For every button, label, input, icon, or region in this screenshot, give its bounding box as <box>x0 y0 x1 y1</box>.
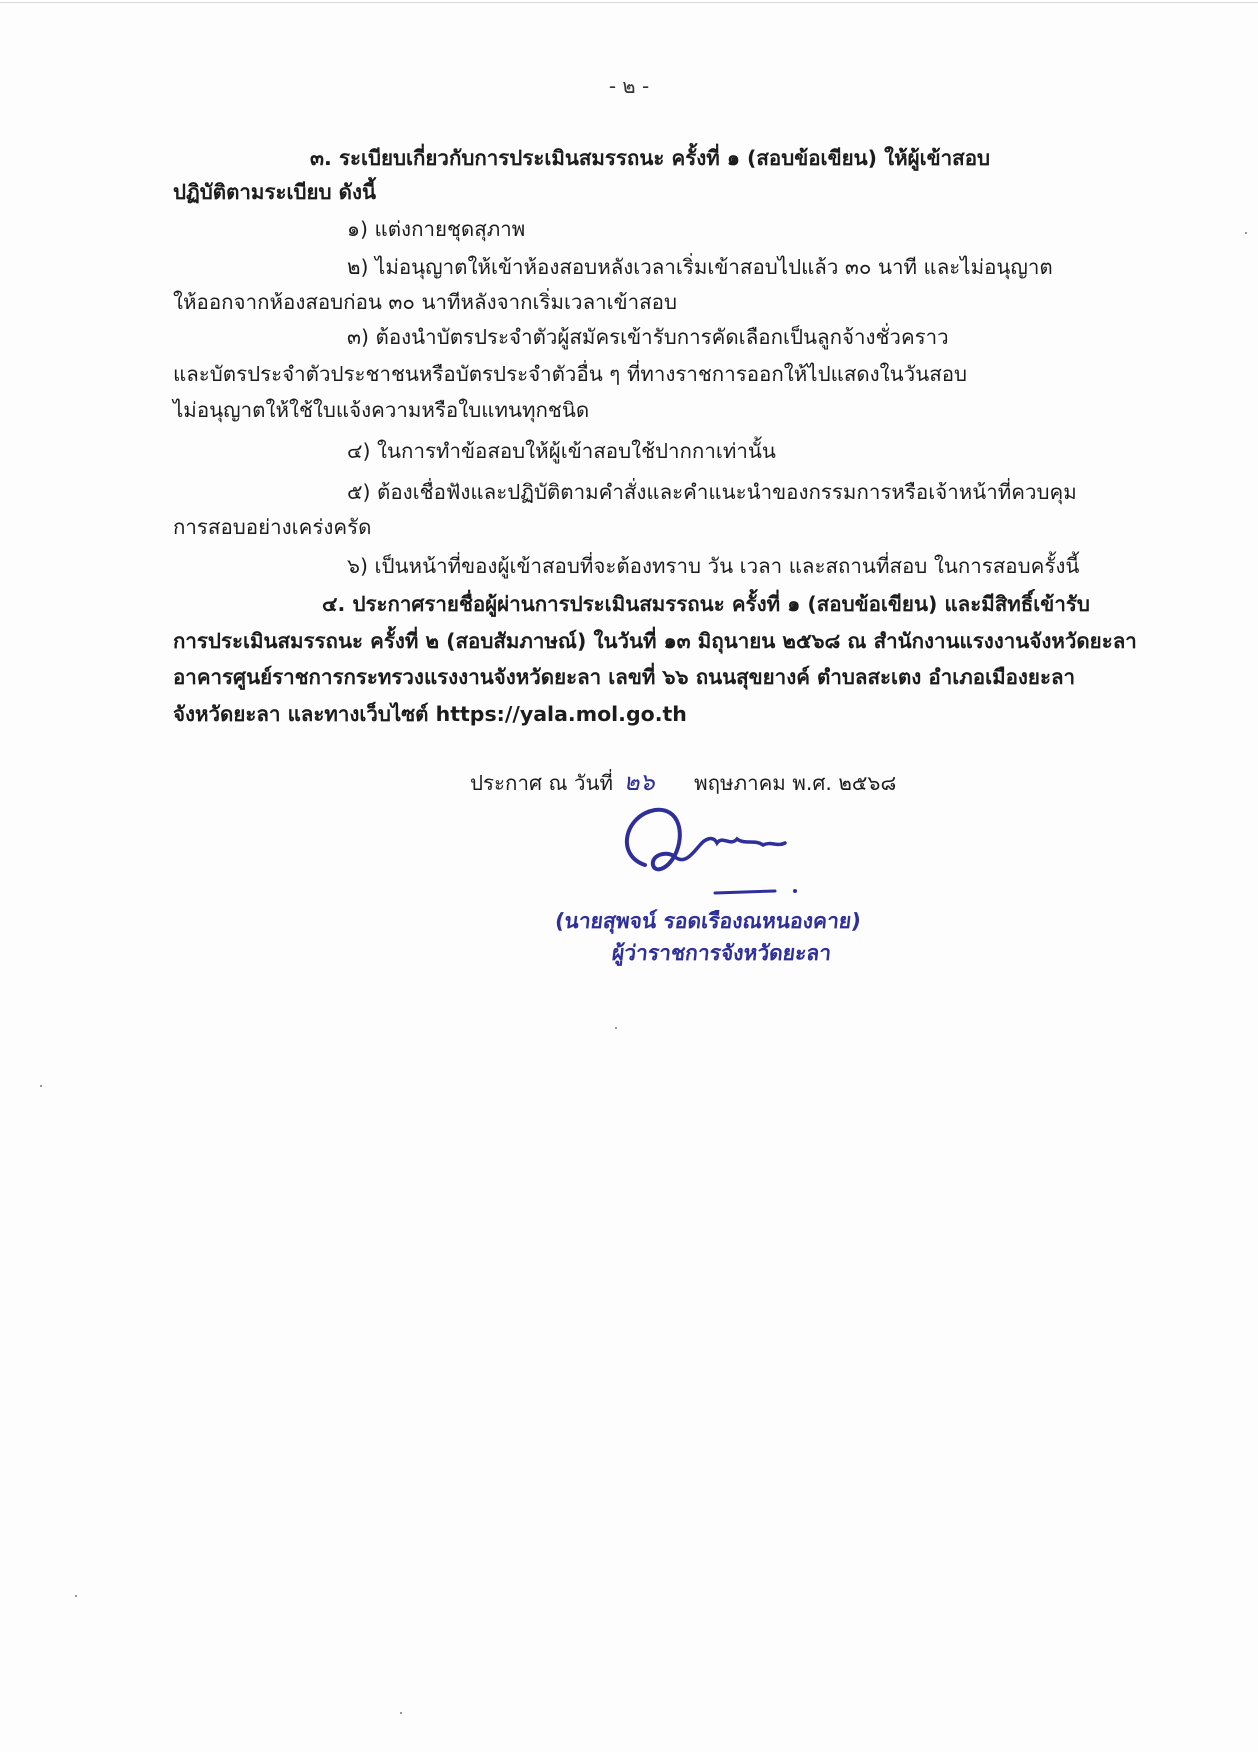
section3-item5-line2: การสอบอย่างเคร่งครัด <box>173 515 372 539</box>
scan-speck <box>615 1027 617 1029</box>
scan-edge-line <box>0 2 1258 3</box>
section3-item3-line2: และบัตรประจำตัวประชาชนหรือบัตรประจำตัวอื่น ๆ ที่ทางราชการออกให้ไปแสดงในวันสอบ <box>173 362 968 386</box>
page-number: - ๒ - <box>608 74 650 98</box>
announcement-prefix: ประกาศ ณ วันที่ <box>470 771 614 795</box>
scan-speck <box>1245 232 1247 234</box>
signatory-name: (นายสุพจน์ รอดเรืองณหนองคาย) <box>553 909 863 933</box>
section3-item6: ๖) เป็นหน้าที่ของผู้เข้าสอบที่จะต้องทราบ วัน เวลา และสถานที่สอบ ในการสอบครั้งนี้ <box>347 554 1080 578</box>
announcement-suffix: พฤษภาคม พ.ศ. ๒๕๖๘ <box>694 771 897 795</box>
section3-item4: ๔) ในการทำข้อสอบให้ผู้เข้าสอบใช้ปากกาเท่านั้น <box>347 439 776 463</box>
section3-item2-line2: ให้ออกจากห้องสอบก่อน ๓๐ นาทีหลังจากเริ่มเวลาเข้าสอบ <box>173 290 678 314</box>
section3-heading-line1: ๓. ระเบียบเกี่ยวกับการประเมินสมรรถนะ ครั้งที่ ๑ (สอบข้อเขียน) ให้ผู้เข้าสอบ <box>310 146 991 170</box>
section3-item5-line1: ๕) ต้องเชื่อฟังและปฏิบัติตามคำสั่งและคำแนะนำของกรรมการหรือเจ้าหน้าที่ควบคุม <box>347 480 1077 504</box>
scan-speck <box>40 1085 42 1087</box>
section4-line1: ๔. ประกาศรายชื่อผู้ผ่านการประเมินสมรรถนะ ครั้งที่ ๑ (สอบข้อเขียน) และมีสิทธิ์เข้ารับ <box>322 592 1090 616</box>
signatory-title: ผู้ว่าราชการจังหวัดยะลา <box>610 941 833 965</box>
section3-item3-line3: ไม่อนุญาตให้ใช้ใบแจ้งความหรือใบแทนทุกชนิด <box>173 398 590 422</box>
scan-speck <box>75 1595 77 1597</box>
section4-line4: จังหวัดยะลา และทางเว็บไซต์ https://yala.mol.go.th <box>173 702 687 726</box>
section3-item3-line1: ๓) ต้องนำบัตรประจำตัวผู้สมัครเข้ารับการคัดเลือกเป็นลูกจ้างชั่วคราว <box>347 325 949 349</box>
section3-item2-line1: ๒) ไม่อนุญาตให้เข้าห้องสอบหลังเวลาเริ่มเข้าสอบไปแล้ว ๓๐ นาที และไม่อนุญาต <box>347 255 1053 279</box>
section3-heading-line2: ปฏิบัติตามระเบียบ ดังนี้ <box>173 180 376 204</box>
section3-item1: ๑) แต่งกายชุดสุภาพ <box>347 217 526 241</box>
announcement-date <box>470 768 896 797</box>
section4-line2: การประเมินสมรรถนะ ครั้งที่ ๒ (สอบสัมภาษณ์) ในวันที่ ๑๓ มิถุนายน ๒๕๖๘ ณ สำนักงานแรงงานจังหวัดยะลา <box>173 629 1137 653</box>
signature-scribble <box>605 795 825 905</box>
handwritten-day: ๒๖ <box>623 768 655 796</box>
scan-speck <box>400 1712 402 1714</box>
section4-line3: อาคารศูนย์ราชการกระทรวงแรงงานจังหวัดยะลา เลขที่ ๖๖ ถนนสุขยางค์ ตำบลสะเตง อำเภอเมืองยะลา <box>173 665 1076 689</box>
